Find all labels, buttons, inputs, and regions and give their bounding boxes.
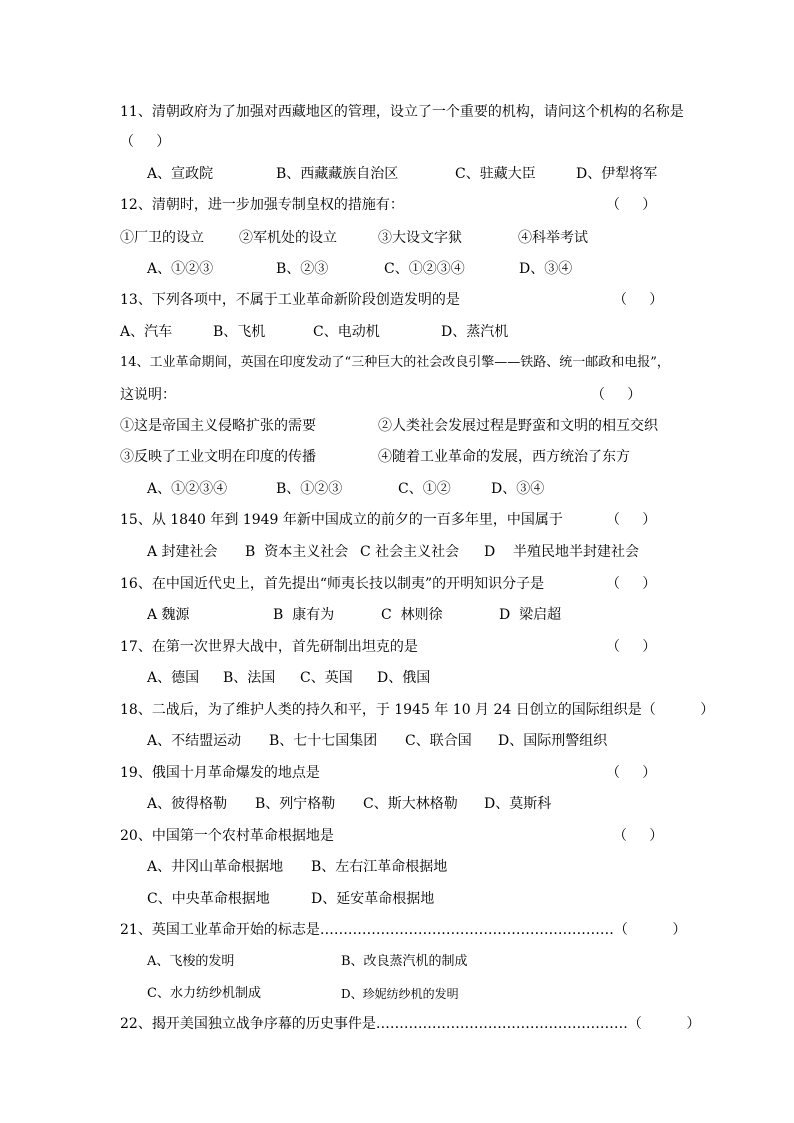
option-a: A、①②③④ xyxy=(147,481,228,497)
option-c: C、①②③④ xyxy=(384,261,465,277)
option-d: D、伊犁将军 xyxy=(576,166,658,182)
question-20-stem: 20、中国第一个农村革命根据地是 xyxy=(120,828,334,844)
option-d: D、莫斯科 xyxy=(484,796,552,812)
option-a: A、宣政院 xyxy=(147,166,214,182)
option-d: D 半殖民地半封建社会 xyxy=(484,544,640,560)
answer-paren: （ ） xyxy=(613,292,664,308)
option-d: D、珍妮纺纱机的发明 xyxy=(341,987,459,1001)
option-c: C、水力纺纱机制成 xyxy=(147,986,261,1001)
option-a: A、井冈山革命根据地 xyxy=(147,859,284,875)
option-d: D、国际刑警组织 xyxy=(498,733,608,749)
option-d: D、③④ xyxy=(519,261,573,277)
option-a: A 封建社会 xyxy=(147,544,218,560)
question-15-stem: 15、从 1840 年到 1949 年新中国成立的前夕的一百多年里，中国属于 xyxy=(120,512,563,528)
option-a: A、飞梭的发明 xyxy=(147,954,235,969)
option-b: B 资本主义社会 xyxy=(245,544,349,560)
option-c: C、①② xyxy=(398,481,451,497)
question-16-stem: 16、在中国近代史上，首先提出“师夷长技以制夷”的开明知识分子是 xyxy=(120,576,545,592)
option-b: B、法国 xyxy=(223,670,276,686)
option-a: A 魏源 xyxy=(147,607,190,623)
answer-paren: （ ） xyxy=(606,197,657,213)
question-22-stem: 22、揭开美国独立战争序幕的历史事件是………………………………………………（ ） xyxy=(120,1016,701,1032)
question-11-stem: 11、清朝政府为了加强对西藏地区的管理，设立了一个重要的机构，请问这个机构的名称是 xyxy=(120,104,684,120)
answer-paren: （ ） xyxy=(606,576,657,592)
option-c: C、联合国 xyxy=(405,733,472,749)
item-2: ②军机处的设立 xyxy=(239,230,337,246)
option-b: B、②③ xyxy=(276,261,329,277)
answer-paren: （ ） xyxy=(120,134,171,150)
option-a: A、①②③ xyxy=(147,261,214,277)
option-b: B 康有为 xyxy=(273,607,335,623)
option-c: C、驻藏大臣 xyxy=(455,166,536,182)
option-c: C、斯大林格勒 xyxy=(363,796,458,812)
option-b: B、左右江革命根据地 xyxy=(311,859,448,875)
option-a: A、汽车 xyxy=(120,324,173,340)
option-d: D 梁启超 xyxy=(499,607,562,623)
question-14-stem: 14、工业革命期间，英国在印度发动了“三种巨大的社会改良引擎——铁路、统一邮政和电报”， xyxy=(120,355,670,370)
option-c: C、英国 xyxy=(300,670,353,686)
question-13-stem: 13、下列各项中，不属于工业革命新阶段创造发明的是 xyxy=(120,292,460,308)
option-b: B、飞机 xyxy=(213,324,266,340)
item-3: ③反映了工业文明在印度的传播 xyxy=(120,449,316,465)
option-d: D、③④ xyxy=(491,481,545,497)
option-a: A、彼得格勒 xyxy=(147,796,228,812)
option-b: B、①②③ xyxy=(276,481,343,497)
answer-paren: （ ） xyxy=(606,639,657,655)
item-2: ②人类社会发展过程是野蛮和文明的相互交织 xyxy=(378,418,658,434)
answer-paren: （ ） xyxy=(606,765,657,781)
item-3: ③大设文字狱 xyxy=(378,230,462,246)
question-17-stem: 17、在第一次世界大战中，首先研制出坦克的是 xyxy=(120,639,418,655)
item-4: ④随着工业革命的发展，西方统治了东方 xyxy=(378,449,630,465)
option-c: C 林则徐 xyxy=(381,607,443,623)
answer-paren: （ ） xyxy=(606,512,657,528)
option-a: A、德国 xyxy=(147,670,200,686)
question-12-stem: 12、清朝时，进一步加强专制皇权的措施有： xyxy=(120,197,404,213)
option-d: D、延安革命根据地 xyxy=(311,891,435,907)
option-c: C 社会主义社会 xyxy=(360,544,460,560)
option-d: D、俄国 xyxy=(377,670,431,686)
option-c: C、电动机 xyxy=(313,324,380,340)
option-b: B、改良蒸汽机的制成 xyxy=(341,954,468,969)
question-19-stem: 19、俄国十月革命爆发的地点是 xyxy=(120,765,320,781)
question-21-stem: 21、英国工业革命开始的标志是………………………………………………………（ ） xyxy=(120,922,687,938)
option-d: D、蒸汽机 xyxy=(441,324,509,340)
option-c: C、中央革命根据地 xyxy=(147,891,270,907)
option-a: A、不结盟运动 xyxy=(147,733,242,749)
answer-paren: （ ） xyxy=(591,387,642,403)
item-4: ④科举考试 xyxy=(518,230,588,246)
item-1: ①这是帝国主义侵略扩张的需要 xyxy=(120,418,316,434)
option-b: B、西藏藏族自治区 xyxy=(276,166,399,182)
answer-paren: （ ） xyxy=(613,828,664,844)
question-18-stem: 18、二战后，为了维护人类的持久和平，于 1945 年 10 月 24 日创立的国际组织是（ ） xyxy=(120,702,715,718)
option-b: B、七十七国集团 xyxy=(269,733,378,749)
item-1: ①厂卫的设立 xyxy=(120,230,204,246)
option-b: B、列宁格勒 xyxy=(255,796,336,812)
question-14-cont: 这说明： xyxy=(120,387,176,403)
